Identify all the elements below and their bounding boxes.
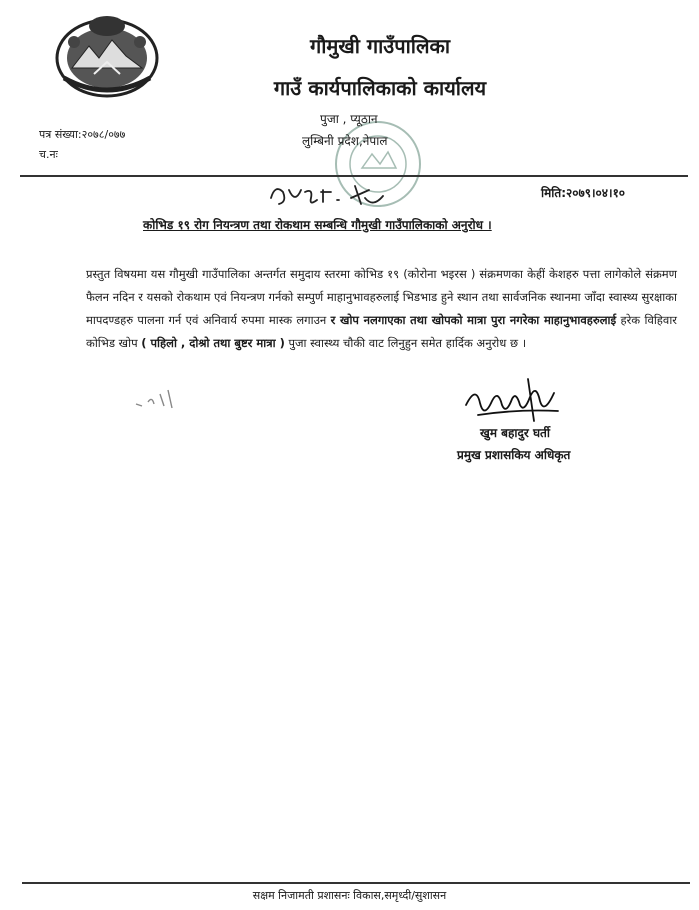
header-divider [20,175,688,177]
address-line-1: पुजा , प्यूठान [320,112,378,126]
footer-motto: सक्षम निजामती प्रशासनः विकास,समृध्दी/सुशासन [252,889,447,902]
dispatch-number: च.नः [39,148,58,161]
address-line-2: लुम्बिनी प्रदेश,नेपाल [302,134,388,148]
body-text-1: प्रस्तुत विषयमा यस गौमुखी गाउँपालिका अन्तर्गत समुदाय स्तरमा कोभिड १९ (कोरोना भइरस ) संक्रमणका केहीं केशहरु पत्ता लागेकोले संक्रमण फैलन नदिन र यसको रोकथाम एवं नियन्त्रण गर्नको सम्पुर्ण माहानुभावहरुलाई भिडभाड हुने स्थान तथा सार्वजनिक स्थानमा जाँदा स्वास्थ्य सुरक्षाका मापदण्डहरु पालना गर्न एवं अनिवार्य रुपमा मास्क लगाउन [86,267,677,327]
footer-divider [22,882,690,884]
body-text-2: हरेक विहिवार कोभिड खोप [86,313,677,350]
handwritten-notice-number [265,178,405,214]
pen-mark-icon [134,386,180,412]
nepal-emblem-icon [54,12,160,98]
signature-icon [458,375,566,429]
notice-date: मिति:२०७९।०४।१० [541,186,626,200]
body-bold-1: र खोप नलगाएका तथा खोपको मात्रा पुरा नगरेका माहानुभावहरुलाई [330,313,617,327]
signatory-name: खुम बहादुर घर्ती [480,426,550,440]
body-bold-2: ( पहिलो , दोश्रो तथा बुष्टर मात्रा ) [141,336,285,350]
signatory-title: प्रमुख प्रशासकिय अधिकृत [457,448,571,462]
body-paragraph [86,263,677,355]
letter-number: पत्र संख्या:२०७८/०७७ [39,128,126,141]
org-name: गौमुखी गाउँपालिका [309,34,451,58]
body-text-3: पुजा स्वास्थ्य चौकी वाट लिनुहुन समेत हार्दिक अनुरोध छ । [284,336,527,350]
subject-line: कोभिड १९ रोग नियन्त्रण तथा रोकथाम सम्बन्धि गौमुखी गाउँपालिकाको अनुरोध । [143,218,492,232]
office-name: गाउँ कार्यपालिकाको कार्यालय [273,76,487,100]
